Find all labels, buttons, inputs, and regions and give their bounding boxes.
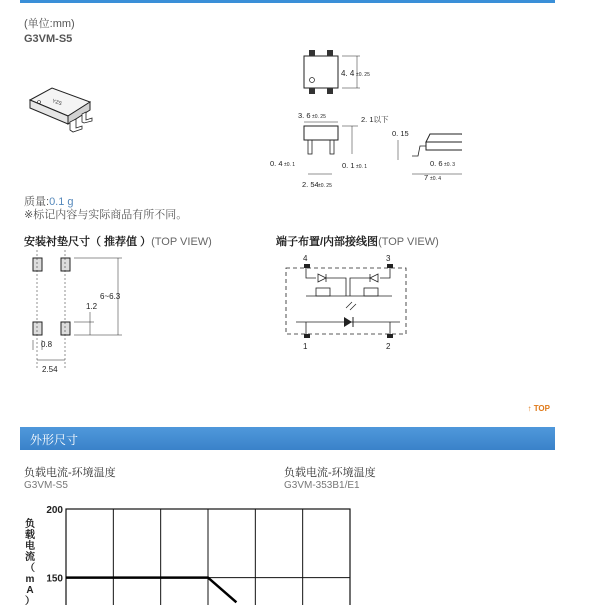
ylabel-char: 电 <box>25 541 35 552</box>
pin-label-2: 2 <box>386 342 391 351</box>
dim-lead-left-tol: ±0. 1 <box>284 162 296 168</box>
dim-side-total-tol: ±0. 4 <box>430 176 442 182</box>
pad-dim-pitch: 2.54 <box>42 365 58 374</box>
y-tick-label: 150 <box>46 573 63 585</box>
dim-side-lead: 0. 6 <box>430 159 443 168</box>
pad-view-label: (TOP VIEW) <box>151 236 212 248</box>
dim-lead-gap-tol: ±0. 1 <box>356 164 368 170</box>
dim-pin-height: 2. 1以下 <box>361 115 389 124</box>
dim-height-tol: ±0. 25 <box>356 72 370 78</box>
chart-grid <box>66 509 350 605</box>
pad-dimension-drawing <box>24 250 144 380</box>
pin-view-label: (TOP VIEW) <box>378 236 439 248</box>
ylabel-char: 载 <box>25 530 35 541</box>
pin-section-title <box>276 233 439 249</box>
chart-y-ticks <box>46 505 63 585</box>
pad-dim-span: 6~6.3 <box>100 292 121 301</box>
y-tick-label: 200 <box>46 505 63 516</box>
derating-chart <box>22 505 362 605</box>
pad-section-title <box>24 233 212 249</box>
ylabel-char: A <box>26 585 34 596</box>
pin-label-3: 3 <box>386 254 391 263</box>
package-dimension-drawing <box>262 42 462 192</box>
ylabel-char: 流 <box>25 552 35 563</box>
graph-1-model: G3VM-S5 <box>24 480 68 491</box>
dim-lead-left: 0. 4 <box>270 159 283 168</box>
dim-pitch: 2. 54 <box>302 180 319 189</box>
model-label: G3VM-S5 <box>24 33 73 45</box>
series-line <box>66 578 236 603</box>
mass-label: 质量: <box>24 196 50 208</box>
ylabel-char: m <box>25 574 35 585</box>
pin-wiring-diagram <box>276 250 436 355</box>
package-top-view <box>304 50 370 94</box>
dim-width-tol: ±0. 25 <box>312 114 326 120</box>
dim-width: 3. 6 <box>298 111 311 120</box>
ylabel-char: （ <box>25 563 35 574</box>
dim-height: 4. 4 <box>341 69 355 78</box>
pin-title-text: 端子布置/内部接线图 <box>276 236 379 248</box>
chip-illustration <box>22 78 102 138</box>
top-link[interactable]: ↑ TOP <box>527 404 550 413</box>
ylabel-char: ） <box>25 596 35 605</box>
dim-pitch-tol: ±0. 25 <box>318 183 332 189</box>
dim-side-total: 7 <box>424 173 429 182</box>
section-band-title: 外形尺寸 <box>30 433 79 447</box>
chart-ylabel-column <box>25 517 36 605</box>
pin-label-4: 4 <box>303 254 308 263</box>
top-accent-bar <box>20 0 555 3</box>
dim-side-lead-tol: ±0. 3 <box>444 162 456 168</box>
pad-dim-height: 1.2 <box>86 302 98 311</box>
package-front-view <box>270 111 389 189</box>
chip-marking: YZS <box>51 98 63 108</box>
dim-lead-gap: 0. 1 <box>342 161 355 170</box>
pad-title-text: 安装衬垫尺寸（ 推荐值 ） <box>24 236 152 248</box>
pad-dim-width: 0.8 <box>41 340 53 349</box>
graph-2-model: G3VM-353B1/E1 <box>284 480 360 491</box>
pin-label-1: 1 <box>303 342 308 351</box>
marking-note: ※标记内容与实际商品有所不同。 <box>24 209 188 221</box>
package-side-view <box>392 129 462 182</box>
graph-1-title: 负载电流-环境温度 <box>24 467 116 479</box>
section-band <box>20 427 555 450</box>
dim-thickness: 0. 15 <box>392 129 409 138</box>
unit-label: (单位:mm) <box>24 18 75 30</box>
chart-series <box>66 578 236 603</box>
graph-2-title: 负载电流-环境温度 <box>284 467 376 479</box>
ylabel-char: 负 <box>25 519 35 530</box>
mass-value: 0.1 g <box>49 196 74 208</box>
